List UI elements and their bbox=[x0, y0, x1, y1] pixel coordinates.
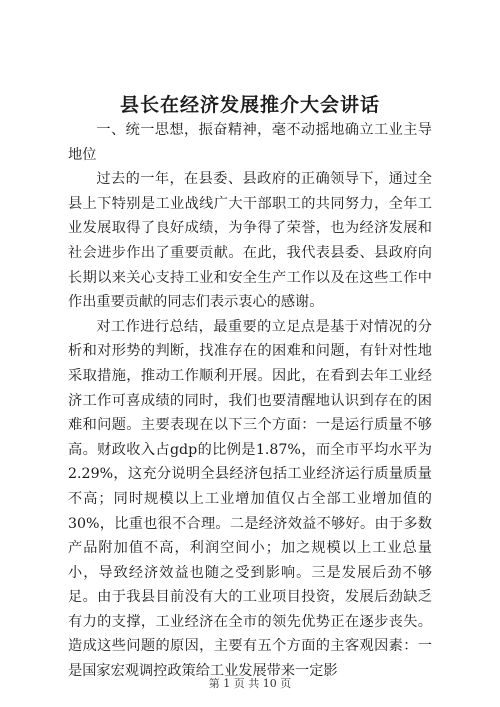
paragraph: 对工作进行总结，最重要的立足点是基于对情况的分析和对形势的判断，找准存在的困难和问题，有针对性地采取措施，推动工作顺利开展。因此，在看到去年工业经济工作可喜成绩的同时，我们也要清醒地认识到存在的困难和问题。主要表现在以下三个方面：一是运行质量不够高。财政收入占gdp的比例是1.87%，而全市平均水平为2.29%，这充分说明全县经济包括工业经济运行质量质量不高；同时规模以上工业增加值仅占全部工业增加值的30%，比重也很不合理。二是经济效益不够好。由于多数产品附加值不高，利润空间小；加之规模以上工业总量小，导致经济效益也随之受到影响。三是发展后劲不够足。由于我县目前没有大的工业项目投资，发展后劲缺乏有力的支撑，工业经济在全市的领先优势正在逐步丧失。造成这些问题的原因，主要有五个方面的主客观因素：一是国家宏观调控政策给工业发展带来一定影 bbox=[68, 318, 432, 680]
paragraph: 过去的一年，在县委、县政府的正确领导下，通过全县上下特别是工业战线广大干部职工的共同努力，全年工业发展取得了良好成绩，为争得了荣誉，也为经济发展和社会进步作出了重要贡献。在此，我代表县委、县政府向长期以来关心支持工业和安全生产工作以及在这些工作中作出重要贡献的同志们表示衷心的感谢。 bbox=[68, 171, 432, 311]
document-title: 县长在经济发展推介大会讲话 bbox=[119, 94, 380, 116]
document-body bbox=[68, 118, 432, 684]
page-footer: 第 1 页 共 10 页 bbox=[208, 677, 292, 690]
section-heading: 一、统一思想，振奋精神，毫不动摇地确立工业主导地位 bbox=[68, 122, 432, 163]
